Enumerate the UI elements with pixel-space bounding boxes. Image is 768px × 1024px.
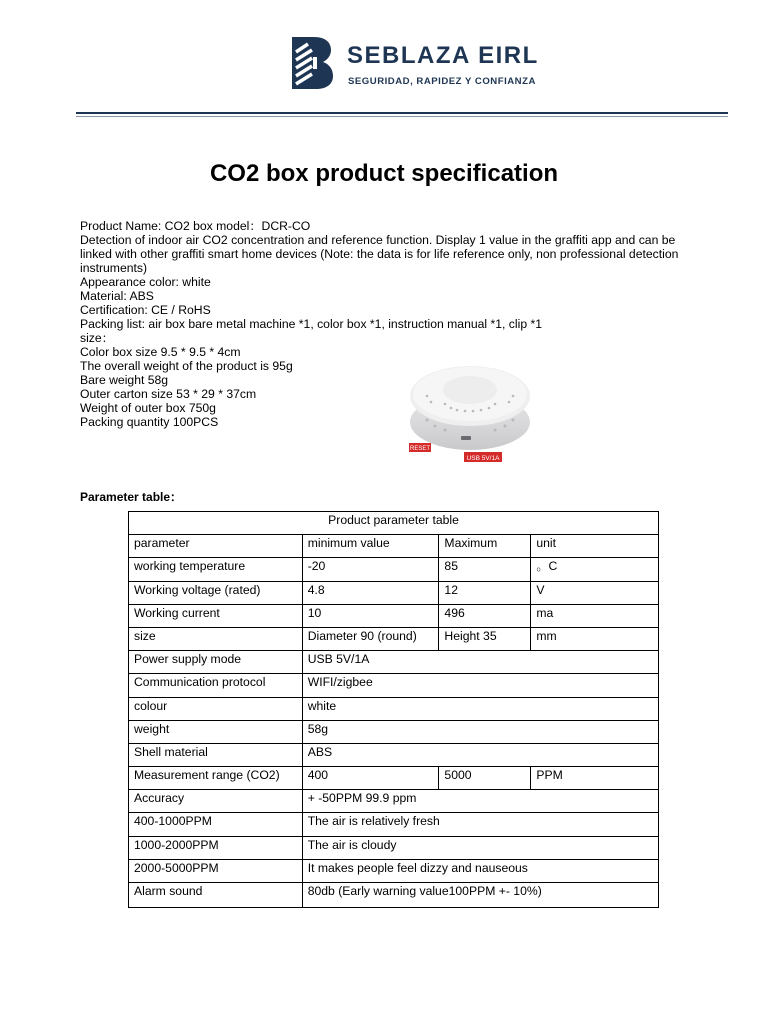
table-cell: ABS	[302, 743, 658, 766]
table-cell: 。C	[531, 558, 659, 581]
table-header-row	[129, 535, 659, 558]
header-cell: parameter	[129, 535, 303, 558]
spec-bare-weight: Bare weight 58g	[80, 373, 169, 387]
table-cell: PPM	[531, 767, 659, 790]
table-cell: -20	[302, 558, 439, 581]
table-cell: 85	[439, 558, 531, 581]
table-cell: 400	[302, 767, 439, 790]
header-cell: unit	[531, 535, 659, 558]
spec-certification: Certification: CE / RoHS	[80, 303, 211, 317]
table-caption-row	[129, 512, 659, 535]
table-cell: 80db (Early warning value100PPM +- 10%)	[302, 883, 658, 908]
usb-label: USB 5V/1A	[466, 455, 500, 462]
header-rule	[76, 112, 728, 114]
company-tagline: SEGURIDAD, RAPIDEZ Y CONFIANZA	[348, 76, 536, 87]
table-cell: Measurement range (CO2)	[129, 767, 303, 790]
table-cell: 2000-5000PPM	[129, 859, 303, 882]
table-cell: 4.8	[302, 581, 439, 604]
table-cell: The air is cloudy	[302, 836, 658, 859]
table-caption: Product parameter table	[129, 512, 659, 535]
header-rule-thin	[76, 116, 728, 117]
page-title: CO2 box product specification	[209, 160, 559, 187]
table-row	[129, 767, 659, 790]
table-cell: 58g	[302, 720, 658, 743]
table-row	[129, 581, 659, 604]
device-image	[405, 352, 530, 466]
table-row	[129, 813, 659, 836]
table-cell: The air is relatively fresh	[302, 813, 658, 836]
table-cell: 12	[439, 581, 531, 604]
table-cell: Working voltage (rated)	[129, 581, 303, 604]
header-cell: Maximum	[439, 535, 531, 558]
table-cell: Accuracy	[129, 790, 303, 813]
table-cell: + -50PPM 99.9 ppm	[302, 790, 658, 813]
table-cell: Working current	[129, 604, 303, 627]
table-cell: USB 5V/1A	[302, 651, 658, 674]
table-row	[129, 674, 659, 697]
spec-material: Material: ABS	[80, 289, 154, 303]
table-row	[129, 604, 659, 627]
reset-label: RESET	[409, 446, 431, 452]
table-row	[129, 651, 659, 674]
table-cell: Alarm sound	[129, 883, 303, 908]
table-row	[129, 720, 659, 743]
table-cell: 10	[302, 604, 439, 627]
table-cell: 496	[439, 604, 531, 627]
table-cell: Height 35	[439, 627, 531, 650]
table-cell: 1000-2000PPM	[129, 836, 303, 859]
logo-b-icon	[290, 36, 334, 90]
table-cell: size	[129, 627, 303, 650]
table-row	[129, 883, 659, 908]
table-cell: It makes people feel dizzy and nauseous	[302, 859, 658, 882]
table-row	[129, 859, 659, 882]
spec-packing-quantity: Packing quantity 100PCS	[80, 415, 219, 429]
table-cell: 400-1000PPM	[129, 813, 303, 836]
table-cell: WIFI/zigbee	[302, 674, 658, 697]
table-row	[129, 790, 659, 813]
table-cell: Power supply mode	[129, 651, 303, 674]
table-row	[129, 836, 659, 859]
spec-size: size：	[80, 331, 114, 345]
table-cell: V	[531, 581, 659, 604]
spec-outer-carton: Outer carton size 53 * 29 * 37cm	[80, 387, 257, 401]
table-row	[129, 697, 659, 720]
spec-description: Detection of indoor air CO2 concentration and reference function. Display 1 value in the graffiti app and can be linked with other graffiti smart home devices (Note: the data is for life reference only, non professional detection instruments)	[80, 233, 679, 275]
spec-packing-list: Packing list: air box bare metal machine *1, color box *1, instruction manual *1, clip *1	[80, 317, 543, 331]
parameter-table	[128, 511, 659, 908]
table-cell: ma	[531, 604, 659, 627]
table-cell: Diameter 90 (round)	[302, 627, 439, 650]
parameter-table-title: Parameter table：	[80, 490, 183, 504]
table-row	[129, 743, 659, 766]
spec-product-name: Product Name: CO2 box model：DCR-CO	[80, 219, 311, 233]
spec-overall-weight: The overall weight of the product is 95g	[80, 359, 293, 373]
company-name: SEBLAZA EIRL	[347, 42, 539, 69]
table-cell: white	[302, 697, 658, 720]
table-cell: Communication protocol	[129, 674, 303, 697]
spec-color-box: Color box size 9.5 * 9.5 * 4cm	[80, 345, 241, 359]
table-cell: 5000	[439, 767, 531, 790]
table-cell: working temperature	[129, 558, 303, 581]
table-row	[129, 558, 659, 581]
table-row	[129, 627, 659, 650]
header-cell: minimum value	[302, 535, 439, 558]
company-logo	[290, 36, 550, 94]
spec-block	[80, 219, 704, 429]
table-cell: colour	[129, 697, 303, 720]
spec-appearance: Appearance color: white	[80, 275, 211, 289]
spec-outer-box-weight: Weight of outer box 750g	[80, 401, 216, 415]
table-cell: mm	[531, 627, 659, 650]
table-cell: weight	[129, 720, 303, 743]
table-cell: Shell material	[129, 743, 303, 766]
